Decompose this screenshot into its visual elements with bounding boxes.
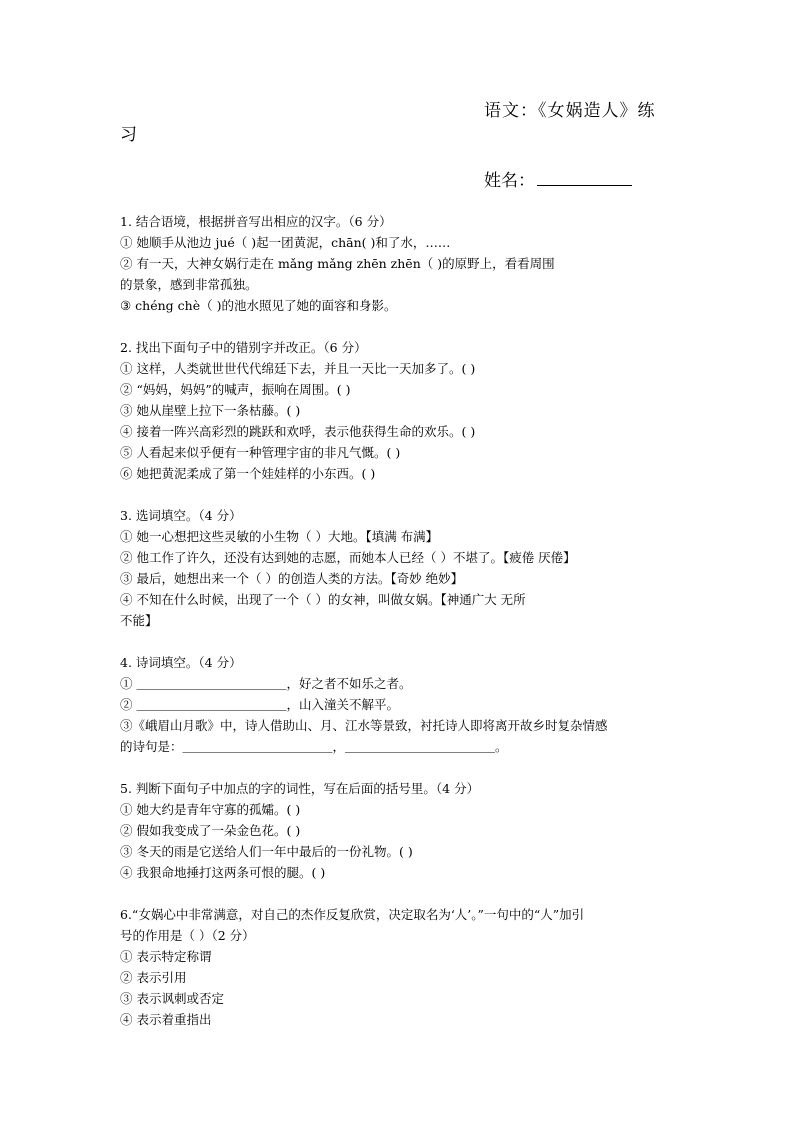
question-item: ① 她一心想把这些灵敏的小生物（ ）大地。【填满 布满】 [120, 529, 439, 544]
question-item: ③ chéng chè（ )的池水照见了她的面容和身影。 [120, 298, 397, 313]
question-6 [120, 904, 680, 1030]
question-4 [120, 652, 680, 757]
spacer [120, 316, 680, 337]
question-item: ② 假如我变成了一朵金色花。( ) [120, 823, 301, 838]
question-item: ③ 冬天的雨是它送给人们一年中最后的一份礼物。( ) [120, 844, 413, 859]
question-item: ⑥ 她把黄泥柔成了第一个娃娃样的小东西。( ) [120, 466, 376, 481]
question-item: ③ 最后，她想出来一个（ ）的创造人类的方法。【奇妙 绝妙】 [120, 571, 464, 586]
question-item-continued: 的景象，感到非常孤独。 [120, 277, 258, 292]
question-item: ⑤ 人看起来似乎便有一种管理宇宙的非凡气慨。( ) [120, 445, 401, 460]
question-title: 2. 找出下面句子中的错别字并改正。（6 分） [120, 340, 367, 355]
questions [120, 211, 680, 1030]
question-item: ② “妈妈，妈妈”的喊声，振响在周围。( ) [120, 382, 351, 397]
question-5 [120, 778, 680, 883]
question-item: ③《峨眉山月歌》中，诗人借助山、月、江水等景致，衬托诗人即将离开故乡时复杂情感 [120, 718, 608, 733]
question-item: ④ 我狠命地捶打这两条可恨的腿。( ) [120, 865, 326, 880]
answer-option: ② 表示引用 [120, 970, 187, 985]
question-item: ② ＿＿＿＿＿＿＿＿＿＿＿＿，山入潼关不解平。 [120, 697, 399, 712]
question-item: ① 这样，人类就世世代代绵廷下去，并且一天比一天加多了。( ) [120, 361, 476, 376]
spacer [120, 631, 680, 652]
question-item: ② 他工作了许久，还没有达到她的志愿，而她本人已经（ ）不堪了。【疲倦 厌倦】 [120, 550, 576, 565]
question-title: 1. 结合语境，根据拼音写出相应的汉字。（6 分） [120, 214, 392, 229]
worksheet-title: 语文：《女娲造人》练 [484, 101, 656, 121]
question-item: ① 她顺手从池边 jué（ )起一团黄泥，chān( )和了水，…… [120, 235, 451, 250]
worksheet-title-continued: 习 [120, 125, 137, 145]
answer-option: ④ 表示着重指出 [120, 1012, 212, 1027]
question-title: 4. 诗词填空。（4 分） [120, 655, 242, 670]
question-2 [120, 337, 680, 484]
question-1 [120, 211, 680, 316]
name-blank-line[interactable] [537, 171, 632, 186]
question-title: 6.“女娲心中非常满意，对自己的杰作反复欣赏，决定取名为‘人’。”一句中的“人”加引 [120, 907, 585, 922]
question-item-continued: 的诗句是：＿＿＿＿＿＿＿＿＿＿＿＿，＿＿＿＿＿＿＿＿＿＿＿＿。 [120, 739, 508, 754]
question-title: 5. 判断下面句子中加点的字的词性，写在后面的括号里。（4 分） [120, 781, 480, 796]
question-item: ① 她大约是青年守寡的孤孀。( ) [120, 802, 301, 817]
answer-option: ③ 表示讽刺或否定 [120, 991, 224, 1006]
question-title: 3. 选词填空。（4 分） [120, 508, 242, 523]
question-title-continued: 号的作用是（ ）（2 分） [120, 928, 255, 943]
name-row [484, 166, 632, 191]
answer-option: ① 表示特定称谓 [120, 949, 212, 964]
spacer [120, 757, 680, 778]
question-item: ③ 她从崖壁上拉下一条枯藤。( ) [120, 403, 301, 418]
spacer [120, 484, 680, 505]
question-item: ④ 接着一阵兴高彩烈的跳跃和欢呼，表示他获得生命的欢乐。( ) [120, 424, 476, 439]
question-item: ① ＿＿＿＿＿＿＿＿＿＿＿＿，好之者不如乐之者。 [120, 676, 412, 691]
question-3 [120, 505, 680, 631]
spacer [120, 883, 680, 904]
name-label: 姓名： [484, 171, 535, 191]
question-item: ② 有一天，大神女娲行走在 mǎng mǎng zhēn zhēn（ )的原野上，看看周围 [120, 256, 555, 271]
question-item: ④ 不知在什么时候，出现了一个（ ）的女神，叫做女娲。【神通广大 无所 [120, 592, 526, 607]
question-item-continued: 不能】 [120, 613, 158, 628]
